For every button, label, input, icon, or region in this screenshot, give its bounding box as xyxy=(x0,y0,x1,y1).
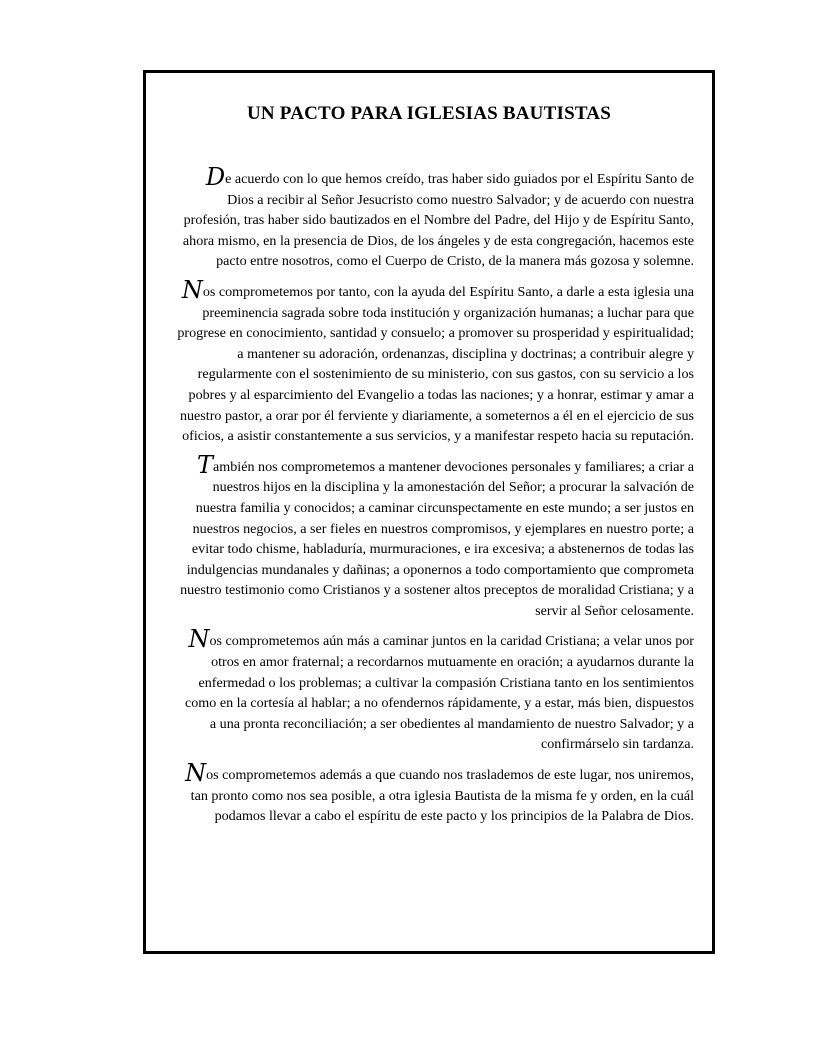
paragraph-5-text: os comprometemos además a que cuando nos traslademos de este lugar, nos uniremos, tan pronto como nos sea posible, a otra iglesia Bautista de la misma fe y orden, en la cuál podamos llevar a cabo el espíritu de este pacto y los principios de la Palabra de Dios. xyxy=(190,767,694,825)
drop-cap-1: D xyxy=(205,163,226,191)
paragraph-3-text: ambién nos comprometemos a mantener devociones personales y familiares; a criar a nuestros hijos en la disciplina y la amonestación del Señor; a procurar la salvación de nuestra familia y conocidos; a caminar circunspectamente en este mundo; a ser justos en nuestros negocios, a ser fieles en nuestros compromisos, y ejemplares en nuestro porte; a evitar todo chisme, habladuría, murmuraciones, e ira excesiva; a abstenernos de todas las indulgencias mundanales y dañinas; a oponernos a todo comportamiento que comprometa nuestro testimonio como Cristianos y a sostener altos preceptos de moralidad Cristiana; y a servir al Señor celosamente. xyxy=(180,458,694,619)
paragraph-4 xyxy=(177,627,694,755)
paragraph-3 xyxy=(177,450,694,622)
drop-cap-2: N xyxy=(181,275,203,304)
drop-cap-3: T xyxy=(197,450,214,479)
covenant-body xyxy=(177,165,694,833)
paragraph-4-text: os comprometemos aún más a caminar juntos en la caridad Cristiana; a velar unos por otros en amor fraternal; a recordarnos mutuamente en oración; a ayudarnos durante la enfermedad o los problemas; a cultivar la compasión Cristiana tanto en los sentimientos como en la cortesía al hablar; a no ofendernos rápidamente, y a estar, más bien, dispuestos a una pronta reconciliación; a ser obedientes al mandamiento de nuestro Salvador; y a confirmárselo sin tardanza. xyxy=(185,633,694,753)
paragraph-1 xyxy=(177,165,694,272)
paragraph-5 xyxy=(177,761,694,827)
paragraph-2-text: os comprometemos por tanto, con la ayuda del Espíritu Santo, a darle a esta iglesia una preeminencia sagrada sobre toda institución y organización humanas; a luchar para que progrese en conocimiento, santidad y consuelo; a promover su prosperidad y espiritualidad; a mantener su adoración, ordenanzas, disciplina y doctrinas; a contribuir alegre y regularmente con el sostenimiento de su ministerio, con sus gastos, con su servicio a los pobres y al esparcimiento del Evangelio a todas las naciones; y a honrar, estimar y amar a nuestro pastor, a orar por él ferviente y diariamente, a someternos a él en el ejercicio de sus oficios, a asistir constantemente a sus servicios, y a manifestar respeto hacia su reputación. xyxy=(177,283,694,445)
drop-cap-4: N xyxy=(188,625,210,654)
drop-cap-5: N xyxy=(185,759,207,788)
paragraph-2 xyxy=(177,275,694,447)
document-title: UN PACTO PARA IGLESIAS BAUTISTAS xyxy=(247,103,611,124)
covenant-frame xyxy=(143,70,715,954)
paragraph-1-text: e acuerdo con lo que hemos creído, tras haber sido guiados por el Espíritu Santo de Dios a recibir al Señor Jesucristo como nuestro Salvador; y de acuerdo con nuestra profesión, tras haber sido bautizados en el Nombre del Padre, del Hijo y de Espíritu Santo, ahora mismo, en la presencia de Dios, de los ángeles y de esta congregación, hacemos este pacto entre nosotros, como el Cuerpo de Cristo, de la manera más gozosa y solemne. xyxy=(182,171,694,270)
